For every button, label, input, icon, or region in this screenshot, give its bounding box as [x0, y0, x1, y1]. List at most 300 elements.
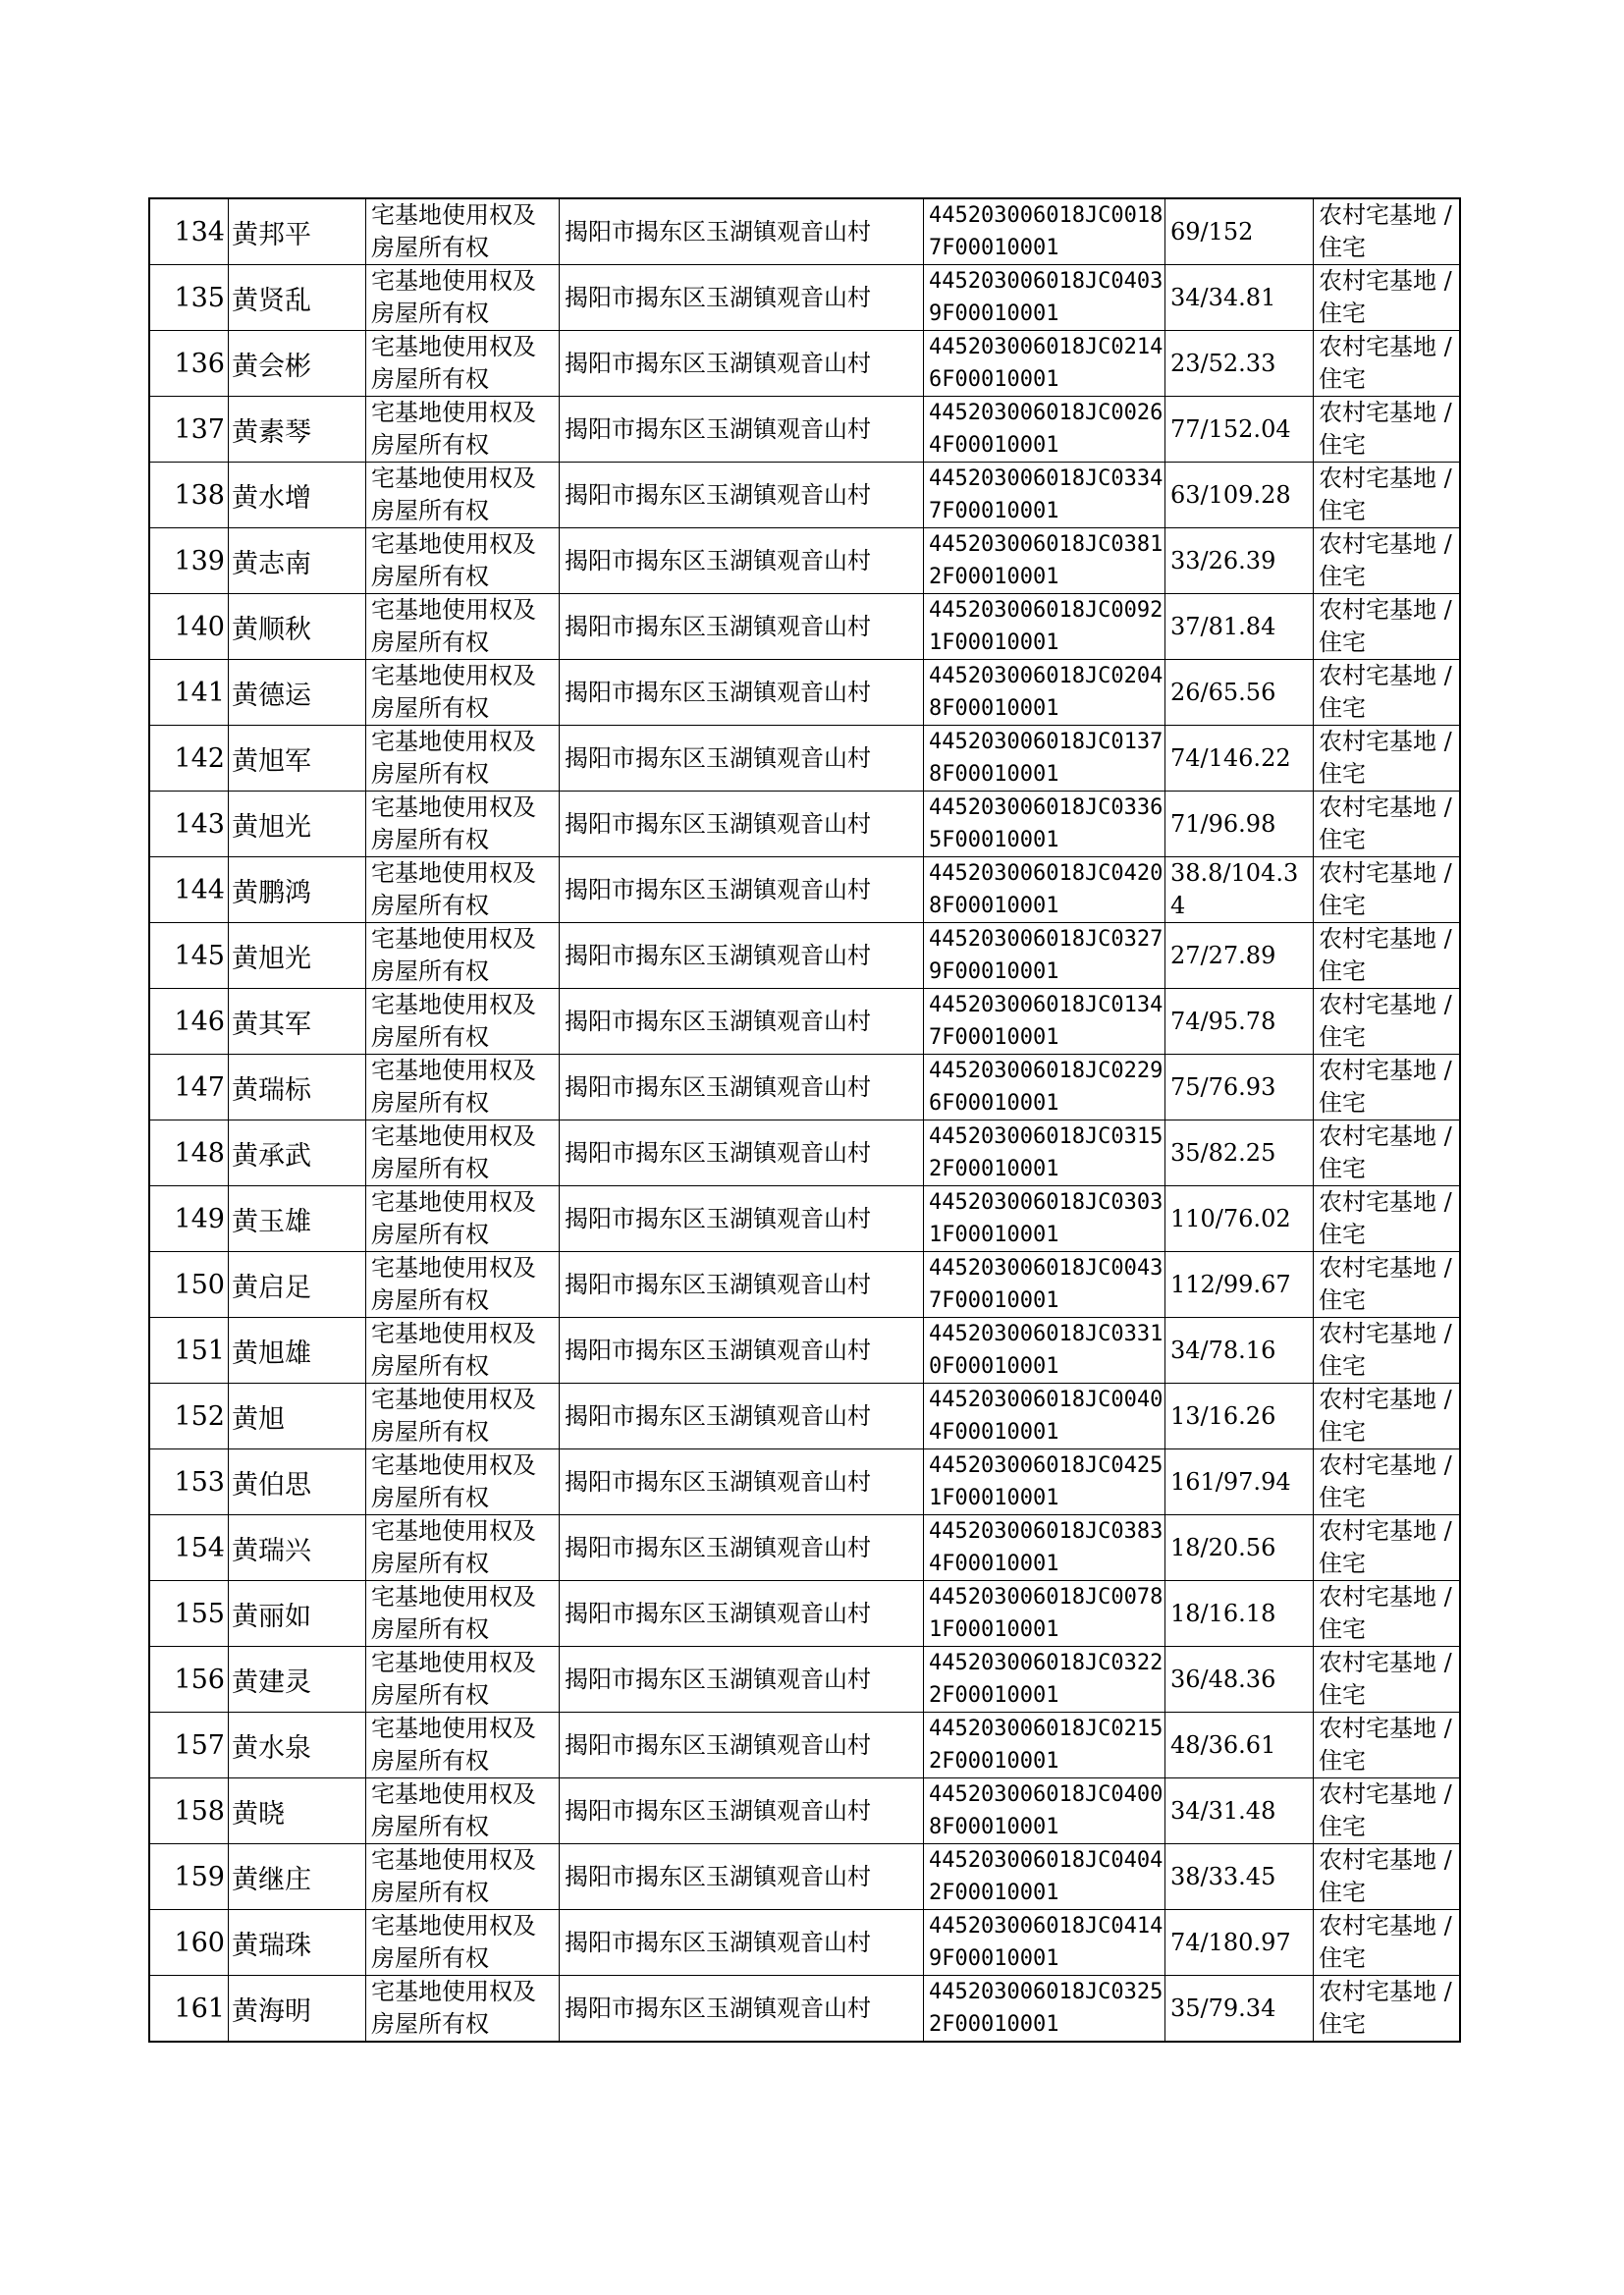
row-number-text: 156 [174, 1664, 225, 1695]
table-row [149, 198, 1460, 265]
area-cell [1165, 726, 1314, 792]
address-text: 揭阳市揭东区玉湖镇观音山村 [565, 1401, 871, 1430]
right-type-cell [366, 331, 560, 397]
address-text: 揭阳市揭东区玉湖镇观音山村 [565, 546, 871, 574]
row-number-text: 149 [174, 1203, 225, 1234]
area-text: 69/152 [1170, 217, 1254, 246]
owner-name-cell [229, 1844, 366, 1910]
area-text: 26/65.56 [1170, 678, 1276, 706]
usage-cell [1314, 1976, 1461, 2043]
owner-name-cell [229, 1515, 366, 1581]
address-text: 揭阳市揭东区玉湖镇观音山村 [565, 1533, 871, 1561]
usage-cell [1314, 463, 1461, 528]
parcel-code-cell [924, 660, 1165, 726]
table-row [149, 1778, 1460, 1844]
row-number-text: 152 [174, 1400, 225, 1432]
usage-cell [1314, 1910, 1461, 1976]
row-number-text: 146 [174, 1006, 225, 1037]
area-cell [1165, 857, 1314, 923]
right-type-cell [366, 792, 560, 857]
table-row [149, 1384, 1460, 1449]
row-number-text: 153 [174, 1466, 225, 1498]
area-text: 34/78.16 [1170, 1336, 1276, 1364]
table-row [149, 1976, 1460, 2043]
usage-cell [1314, 923, 1461, 989]
address-text: 揭阳市揭东区玉湖镇观音山村 [565, 743, 871, 772]
parcel-code-cell [924, 1252, 1165, 1318]
usage-text: 农村宅基地 / 住宅 [1319, 1057, 1452, 1117]
usage-cell [1314, 397, 1461, 463]
right-type-text: 宅基地使用权及房屋所有权 [371, 399, 536, 459]
parcel-code-text: 445203006018JC04008F00010001 [929, 1782, 1164, 1839]
table-row [149, 1844, 1460, 1910]
table-row [149, 1515, 1460, 1581]
address-text: 揭阳市揭东区玉湖镇观音山村 [565, 349, 871, 377]
right-type-text: 宅基地使用权及房屋所有权 [371, 1517, 536, 1577]
right-type-cell [366, 1581, 560, 1647]
right-type-cell [366, 397, 560, 463]
table-row [149, 1647, 1460, 1713]
area-cell [1165, 331, 1314, 397]
right-type-cell [366, 1976, 560, 2043]
parcel-code-text: 445203006018JC03310F00010001 [929, 1322, 1164, 1379]
row-number-text: 140 [174, 611, 225, 642]
table-row [149, 726, 1460, 792]
owner-name-text: 黄继庄 [232, 1864, 311, 1895]
area-text: 110/76.02 [1170, 1204, 1291, 1232]
right-type-cell [366, 1318, 560, 1384]
area-cell [1165, 989, 1314, 1055]
right-type-cell [366, 265, 560, 331]
area-cell [1165, 1515, 1314, 1581]
owner-name-text: 黄旭 [232, 1403, 285, 1435]
parcel-code-text: 445203006018JC00187F00010001 [929, 203, 1164, 260]
parcel-code-text: 445203006018JC00921F00010001 [929, 598, 1164, 655]
parcel-code-cell [924, 1120, 1165, 1186]
usage-text: 农村宅基地 / 住宅 [1319, 793, 1452, 853]
address-cell [560, 397, 924, 463]
owner-name-text: 黄水增 [232, 482, 311, 514]
address-cell [560, 1384, 924, 1449]
parcel-code-text: 445203006018JC04208F00010001 [929, 861, 1164, 918]
row-number-cell [149, 528, 229, 594]
address-text: 揭阳市揭东区玉湖镇观音山村 [565, 1665, 871, 1693]
owner-name-cell [229, 1713, 366, 1778]
right-type-text: 宅基地使用权及房屋所有权 [371, 793, 536, 853]
table-row [149, 397, 1460, 463]
usage-cell [1314, 1449, 1461, 1515]
table-row [149, 1713, 1460, 1778]
address-text: 揭阳市揭东区玉湖镇观音山村 [565, 1204, 871, 1232]
row-number-cell [149, 1910, 229, 1976]
row-number-cell [149, 1384, 229, 1449]
address-text: 揭阳市揭东区玉湖镇观音山村 [565, 1730, 871, 1759]
area-text: 161/97.94 [1170, 1467, 1291, 1496]
parcel-code-text: 445203006018JC00264F00010001 [929, 401, 1164, 458]
right-type-cell [366, 594, 560, 660]
row-number-cell [149, 857, 229, 923]
usage-text: 农村宅基地 / 住宅 [1319, 1122, 1452, 1182]
address-text: 揭阳市揭东区玉湖镇观音山村 [565, 480, 871, 509]
address-cell [560, 1515, 924, 1581]
table-row [149, 1910, 1460, 1976]
address-text: 揭阳市揭东区玉湖镇观音山村 [565, 1336, 871, 1364]
area-cell [1165, 1778, 1314, 1844]
table-row [149, 1449, 1460, 1515]
parcel-code-cell [924, 923, 1165, 989]
area-text: 63/109.28 [1170, 480, 1291, 509]
right-type-cell [366, 198, 560, 265]
usage-cell [1314, 792, 1461, 857]
row-number-cell [149, 1515, 229, 1581]
right-type-text: 宅基地使用权及房屋所有权 [371, 991, 536, 1051]
address-text: 揭阳市揭东区玉湖镇观音山村 [565, 875, 871, 903]
row-number-cell [149, 1449, 229, 1515]
owner-name-text: 黄玉雄 [232, 1206, 311, 1237]
area-text: 36/48.36 [1170, 1665, 1276, 1693]
address-text: 揭阳市揭东区玉湖镇观音山村 [565, 1599, 871, 1627]
right-type-cell [366, 1844, 560, 1910]
table-row [149, 594, 1460, 660]
row-number-text: 143 [174, 808, 225, 840]
area-cell [1165, 792, 1314, 857]
area-cell [1165, 1844, 1314, 1910]
parcel-code-cell [924, 198, 1165, 265]
area-cell [1165, 1055, 1314, 1120]
address-text: 揭阳市揭东区玉湖镇观音山村 [565, 283, 871, 311]
parcel-code-text: 445203006018JC04251F00010001 [929, 1453, 1164, 1510]
address-cell [560, 1318, 924, 1384]
table-row [149, 463, 1460, 528]
address-cell [560, 1844, 924, 1910]
usage-text: 农村宅基地 / 住宅 [1319, 333, 1452, 393]
usage-cell [1314, 660, 1461, 726]
address-cell [560, 1778, 924, 1844]
address-text: 揭阳市揭东区玉湖镇观音山村 [565, 809, 871, 838]
address-text: 揭阳市揭东区玉湖镇观音山村 [565, 941, 871, 969]
usage-text: 农村宅基地 / 住宅 [1319, 991, 1452, 1051]
right-type-text: 宅基地使用权及房屋所有权 [371, 1715, 536, 1775]
row-number-text: 137 [174, 413, 225, 445]
address-text: 揭阳市揭东区玉湖镇观音山村 [565, 1862, 871, 1890]
area-text: 18/16.18 [1170, 1599, 1276, 1627]
right-type-cell [366, 463, 560, 528]
owner-name-cell [229, 1384, 366, 1449]
area-text: 34/34.81 [1170, 283, 1276, 311]
row-number-cell [149, 1713, 229, 1778]
owner-name-cell [229, 726, 366, 792]
owner-name-cell [229, 1581, 366, 1647]
parcel-code-cell [924, 594, 1165, 660]
area-text: 38/33.45 [1170, 1862, 1276, 1890]
usage-cell [1314, 1186, 1461, 1252]
parcel-code-text: 445203006018JC03365F00010001 [929, 795, 1164, 852]
parcel-code-cell [924, 1055, 1165, 1120]
area-text: 13/16.26 [1170, 1401, 1276, 1430]
usage-text: 农村宅基地 / 住宅 [1319, 662, 1452, 722]
area-cell [1165, 528, 1314, 594]
parcel-code-text: 445203006018JC04042F00010001 [929, 1848, 1164, 1905]
address-text: 揭阳市揭东区玉湖镇观音山村 [565, 1138, 871, 1167]
table-row [149, 265, 1460, 331]
owner-name-text: 黄水泉 [232, 1732, 311, 1764]
owner-name-cell [229, 1976, 366, 2043]
parcel-code-cell [924, 726, 1165, 792]
owner-name-text: 黄伯思 [232, 1469, 311, 1501]
right-type-text: 宅基地使用权及房屋所有权 [371, 1188, 536, 1248]
parcel-code-cell [924, 1976, 1165, 2043]
address-cell [560, 528, 924, 594]
row-number-text: 161 [174, 1993, 225, 2024]
owner-name-cell [229, 857, 366, 923]
address-text: 揭阳市揭东区玉湖镇观音山村 [565, 1467, 871, 1496]
usage-text: 农村宅基地 / 住宅 [1319, 728, 1452, 788]
parcel-code-text: 445203006018JC03812F00010001 [929, 532, 1164, 589]
address-text: 揭阳市揭东区玉湖镇观音山村 [565, 612, 871, 640]
row-number-cell [149, 726, 229, 792]
right-type-text: 宅基地使用权及房屋所有权 [371, 1320, 536, 1380]
address-cell [560, 1120, 924, 1186]
row-number-text: 155 [174, 1598, 225, 1629]
right-type-cell [366, 528, 560, 594]
owner-name-text: 黄承武 [232, 1140, 311, 1172]
usage-text: 农村宅基地 / 住宅 [1319, 1583, 1452, 1643]
right-type-text: 宅基地使用权及房屋所有权 [371, 662, 536, 722]
table-row [149, 1186, 1460, 1252]
table-row [149, 660, 1460, 726]
row-number-cell [149, 198, 229, 265]
usage-text: 农村宅基地 / 住宅 [1319, 464, 1452, 524]
right-type-cell [366, 1055, 560, 1120]
usage-text: 农村宅基地 / 住宅 [1319, 1320, 1452, 1380]
right-type-cell [366, 726, 560, 792]
row-number-cell [149, 1778, 229, 1844]
address-cell [560, 198, 924, 265]
owner-name-text: 黄顺秋 [232, 614, 311, 645]
right-type-text: 宅基地使用权及房屋所有权 [371, 464, 536, 524]
owner-name-cell [229, 265, 366, 331]
parcel-code-text: 445203006018JC03152F00010001 [929, 1124, 1164, 1181]
owner-name-cell [229, 1778, 366, 1844]
owner-name-text: 黄建灵 [232, 1667, 311, 1698]
parcel-code-cell [924, 463, 1165, 528]
area-cell [1165, 1186, 1314, 1252]
area-cell [1165, 397, 1314, 463]
right-type-cell [366, 1120, 560, 1186]
parcel-code-cell [924, 528, 1165, 594]
usage-text: 农村宅基地 / 住宅 [1319, 596, 1452, 656]
row-number-text: 134 [174, 216, 225, 247]
area-cell [1165, 1449, 1314, 1515]
address-cell [560, 989, 924, 1055]
row-number-cell [149, 989, 229, 1055]
area-cell [1165, 660, 1314, 726]
register-table [148, 197, 1461, 2043]
owner-name-text: 黄会彬 [232, 351, 311, 382]
parcel-code-cell [924, 1910, 1165, 1976]
right-type-text: 宅基地使用权及房屋所有权 [371, 1451, 536, 1511]
owner-name-cell [229, 594, 366, 660]
usage-text: 农村宅基地 / 住宅 [1319, 267, 1452, 327]
right-type-text: 宅基地使用权及房屋所有权 [371, 1780, 536, 1840]
owner-name-text: 黄素琴 [232, 416, 311, 448]
parcel-code-text: 445203006018JC02048F00010001 [929, 664, 1164, 721]
right-type-cell [366, 1713, 560, 1778]
parcel-code-text: 445203006018JC03252F00010001 [929, 1980, 1164, 2037]
area-cell [1165, 1252, 1314, 1318]
owner-name-text: 黄瑞珠 [232, 1930, 311, 1961]
row-number-cell [149, 1055, 229, 1120]
area-cell [1165, 1976, 1314, 2043]
parcel-code-text: 445203006018JC02296F00010001 [929, 1059, 1164, 1116]
owner-name-text: 黄瑞兴 [232, 1535, 311, 1566]
parcel-code-cell [924, 397, 1165, 463]
row-number-cell [149, 1647, 229, 1713]
parcel-code-text: 445203006018JC03222F00010001 [929, 1651, 1164, 1708]
area-text: 35/82.25 [1170, 1138, 1276, 1167]
right-type-text: 宅基地使用权及房屋所有权 [371, 1649, 536, 1709]
row-number-cell [149, 792, 229, 857]
right-type-text: 宅基地使用权及房屋所有权 [371, 530, 536, 590]
table-row [149, 792, 1460, 857]
row-number-text: 154 [174, 1532, 225, 1563]
owner-name-text: 黄启足 [232, 1272, 311, 1303]
right-type-cell [366, 1515, 560, 1581]
right-type-cell [366, 1384, 560, 1449]
row-number-cell [149, 397, 229, 463]
owner-name-cell [229, 331, 366, 397]
parcel-code-cell [924, 1844, 1165, 1910]
owner-name-text: 黄邦平 [232, 219, 311, 250]
usage-cell [1314, 1713, 1461, 1778]
table-row [149, 1252, 1460, 1318]
usage-cell [1314, 726, 1461, 792]
owner-name-text: 黄贤乱 [232, 285, 311, 316]
owner-name-cell [229, 1449, 366, 1515]
area-text: 77/152.04 [1170, 414, 1291, 443]
parcel-code-cell [924, 1581, 1165, 1647]
area-text: 27/27.89 [1170, 941, 1276, 969]
owner-name-cell [229, 528, 366, 594]
owner-name-text: 黄志南 [232, 548, 311, 579]
usage-cell [1314, 857, 1461, 923]
usage-cell [1314, 1778, 1461, 1844]
right-type-text: 宅基地使用权及房屋所有权 [371, 859, 536, 919]
owner-name-cell [229, 1055, 366, 1120]
table-row [149, 1055, 1460, 1120]
area-cell [1165, 198, 1314, 265]
address-text: 揭阳市揭东区玉湖镇观音山村 [565, 1007, 871, 1035]
area-cell [1165, 923, 1314, 989]
parcel-code-cell [924, 1778, 1165, 1844]
right-type-text: 宅基地使用权及房屋所有权 [371, 596, 536, 656]
table-row [149, 923, 1460, 989]
address-cell [560, 331, 924, 397]
address-cell [560, 660, 924, 726]
owner-name-text: 黄丽如 [232, 1601, 311, 1632]
address-text: 揭阳市揭东区玉湖镇观音山村 [565, 1270, 871, 1298]
usage-text: 农村宅基地 / 住宅 [1319, 1912, 1452, 1972]
area-text: 33/26.39 [1170, 546, 1276, 574]
right-type-text: 宅基地使用权及房屋所有权 [371, 925, 536, 985]
owner-name-text: 黄晓 [232, 1798, 285, 1830]
owner-name-cell [229, 1318, 366, 1384]
parcel-code-cell [924, 1384, 1165, 1449]
parcel-code-text: 445203006018JC03347F00010001 [929, 466, 1164, 523]
right-type-text: 宅基地使用权及房屋所有权 [371, 201, 536, 261]
usage-cell [1314, 331, 1461, 397]
usage-text: 农村宅基地 / 住宅 [1319, 201, 1452, 261]
usage-cell [1314, 1318, 1461, 1384]
area-text: 18/20.56 [1170, 1533, 1276, 1561]
usage-text: 农村宅基地 / 住宅 [1319, 1517, 1452, 1577]
address-text: 揭阳市揭东区玉湖镇观音山村 [565, 1072, 871, 1101]
owner-name-text: 黄旭光 [232, 811, 311, 843]
usage-cell [1314, 265, 1461, 331]
owner-name-cell [229, 463, 366, 528]
row-number-text: 159 [174, 1861, 225, 1892]
row-number-text: 138 [174, 479, 225, 511]
usage-cell [1314, 198, 1461, 265]
owner-name-cell [229, 1120, 366, 1186]
parcel-code-text: 445203006018JC03279F00010001 [929, 927, 1164, 984]
usage-cell [1314, 1844, 1461, 1910]
row-number-text: 150 [174, 1269, 225, 1300]
address-cell [560, 463, 924, 528]
parcel-code-text: 445203006018JC02152F00010001 [929, 1717, 1164, 1774]
register-table-body [149, 198, 1460, 2042]
right-type-text: 宅基地使用权及房屋所有权 [371, 728, 536, 788]
row-number-cell [149, 1120, 229, 1186]
row-number-text: 141 [174, 677, 225, 708]
owner-name-text: 黄德运 [232, 680, 311, 711]
row-number-text: 145 [174, 940, 225, 971]
parcel-code-cell [924, 1647, 1165, 1713]
right-type-text: 宅基地使用权及房屋所有权 [371, 1254, 536, 1314]
table-row [149, 331, 1460, 397]
area-cell [1165, 1120, 1314, 1186]
usage-text: 农村宅基地 / 住宅 [1319, 1649, 1452, 1709]
parcel-code-text: 445203006018JC00781F00010001 [929, 1585, 1164, 1642]
right-type-cell [366, 1647, 560, 1713]
row-number-text: 148 [174, 1137, 225, 1169]
usage-cell [1314, 1581, 1461, 1647]
area-cell [1165, 1713, 1314, 1778]
row-number-cell [149, 594, 229, 660]
area-text: 23/52.33 [1170, 349, 1276, 377]
right-type-cell [366, 1186, 560, 1252]
owner-name-cell [229, 923, 366, 989]
area-cell [1165, 265, 1314, 331]
parcel-code-text: 445203006018JC01347F00010001 [929, 993, 1164, 1050]
parcel-code-text: 445203006018JC00404F00010001 [929, 1388, 1164, 1445]
row-number-text: 158 [174, 1795, 225, 1827]
area-cell [1165, 1384, 1314, 1449]
address-cell [560, 594, 924, 660]
right-type-text: 宅基地使用权及房屋所有权 [371, 1057, 536, 1117]
owner-name-text: 黄旭雄 [232, 1338, 311, 1369]
row-number-cell [149, 1976, 229, 2043]
owner-name-text: 黄旭军 [232, 745, 311, 777]
parcel-code-cell [924, 792, 1165, 857]
right-type-cell [366, 660, 560, 726]
area-cell [1165, 1318, 1314, 1384]
table-row [149, 528, 1460, 594]
right-type-text: 宅基地使用权及房屋所有权 [371, 333, 536, 393]
address-cell [560, 265, 924, 331]
usage-cell [1314, 1120, 1461, 1186]
address-cell [560, 1647, 924, 1713]
